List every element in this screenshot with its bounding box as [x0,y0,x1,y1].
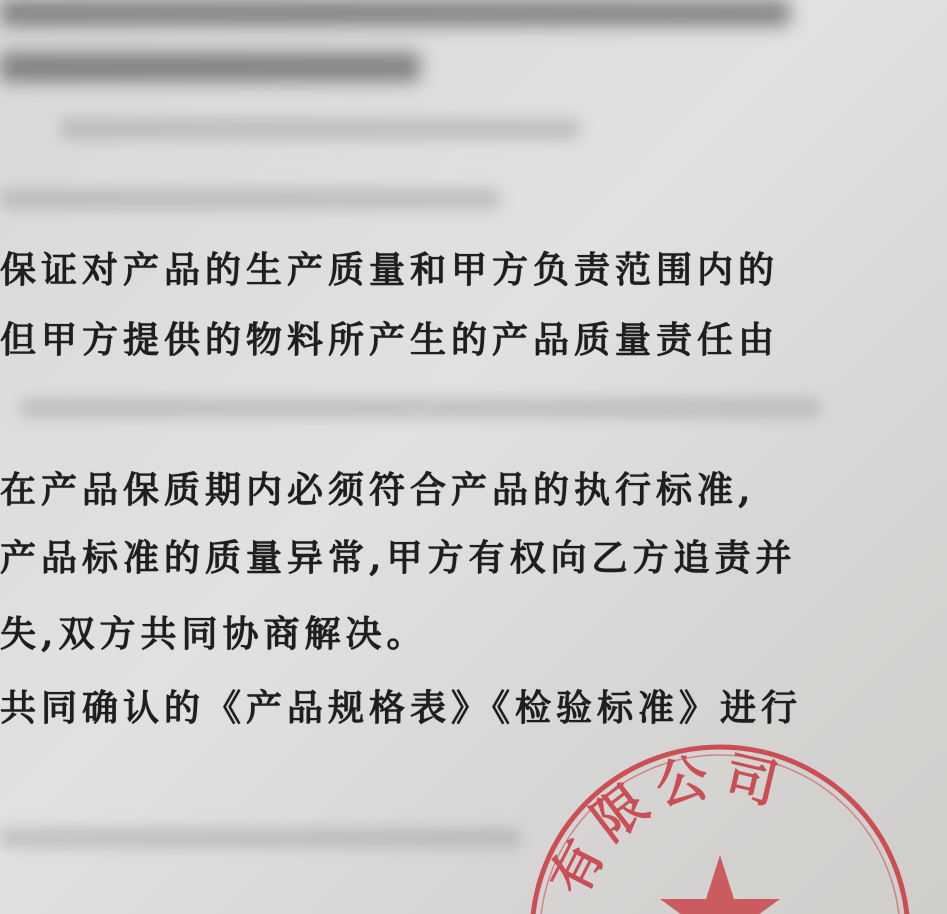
body-text-line-6: 共同确认的《产品规格表》《检验标准》进行 [0,687,803,729]
blurred-header-line-2 [0,52,420,82]
body-text-line-5: 失,双方共同协商解决。 [0,613,428,655]
svg-text:有限公司 [539,745,794,905]
seal-arc-text: 有限公司 [538,744,794,905]
blurred-text-line-4 [0,188,500,210]
body-text-line-4: 产品标准的质量异常,甲方有权向乙方追责并 [0,537,797,579]
blurred-text-line-6 [0,828,520,848]
body-text-line-3: 在产品保质期内必须符合产品的执行标准, [0,469,756,511]
blurred-header-line-1 [0,0,790,26]
blurred-text-line-5 [20,398,820,418]
body-text-line-2: 但甲方提供的物料所产生的产品质量责任由 [0,319,780,361]
company-seal [520,735,920,914]
blurred-text-line-3 [60,118,580,140]
body-text-line-1: 保证对产品的生产质量和甲方负责范围内的 [0,249,780,291]
seal-star-icon [660,855,780,914]
